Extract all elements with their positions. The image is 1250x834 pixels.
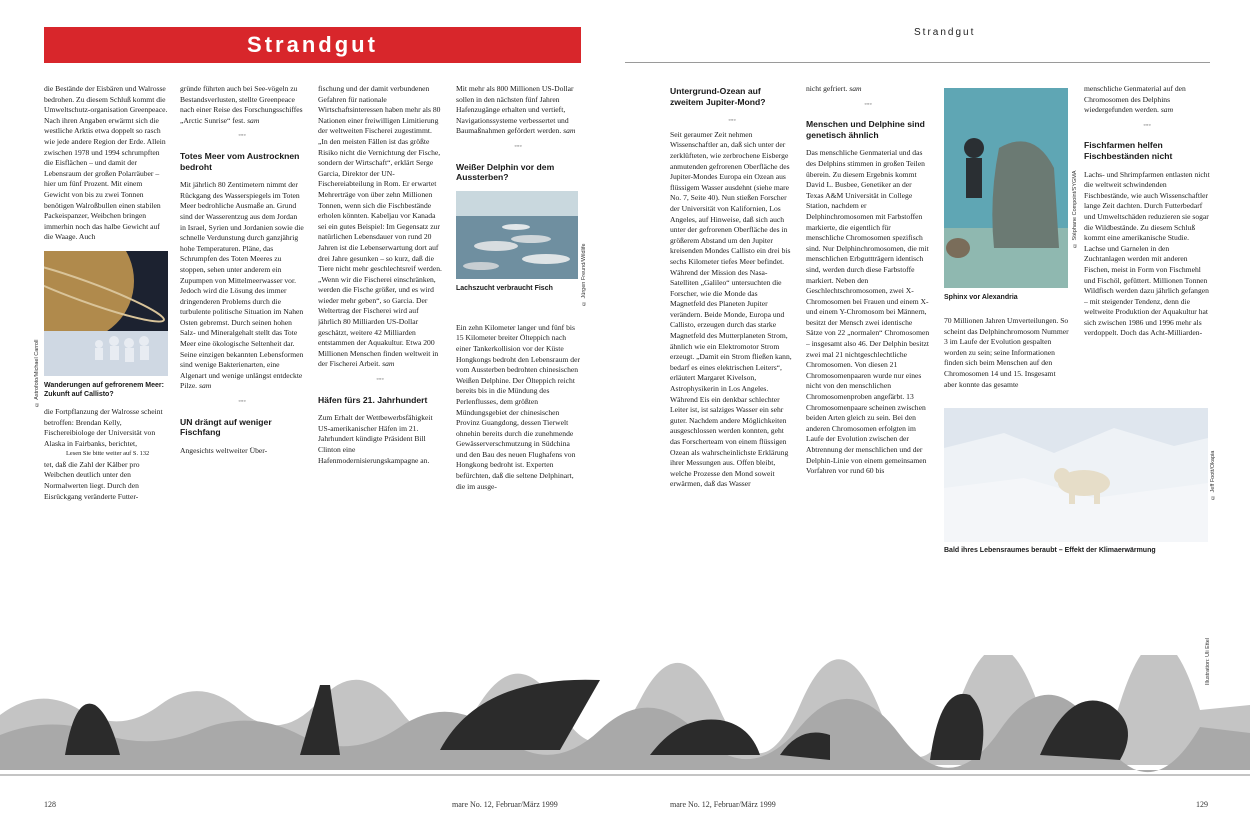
article-text: Mit jährlich 80 Zentimetern nimmt der Rückgang des Wasserspiegels im Toten Meer bedrohliche Ausmaße an. Grund sind der Wasserentzug aus dem Jordan in Israel, Syrien und Jordanien sowie die schnelle Verdunstung durch ganzjährig hohe Temperaturen. Pläne, das Schrumpfen des Toten Meeres zu stoppen, sehen unter anderem ein Zupumpen von Mittelmeerwasser vor. Jedoch wird die Lösung des immer dringenderen Problems durch die turbulente politische Situation im Nahen Osten gebremst. Durch seinen hohen Salz- und Mineralgehalt stellt das Tote Meer eine ökologische Seltenheit dar. Seine einzigen bekannten Lebensformen sind wenige Bakterienarten, eine Algenart und wenige unlängst entdeckte Pilze. sam — [180, 180, 304, 391]
article-text: tet, daß die Zahl der Kälber pro Weibchen deutlich unter den Normalwerten liegt. Durch den Eisrückgang veränderte Futter- — [44, 459, 140, 501]
shore-illustration — [0, 655, 1250, 795]
article-text: nicht gefriert. sam — [806, 84, 862, 93]
page-number-left: 128 — [44, 800, 56, 809]
article-text: Mit mehr als 800 Millionen US-Dollar sollen in den nächsten fünf Jahren Hafenzugänge erhalten und vertieft, Navigationssysteme verbessertet und Baumaßnahmen gefördert werden. sam — [456, 84, 576, 136]
photo-credit: © Jürgen Freund/Wildlife — [581, 243, 587, 306]
issue-footer-right: mare No. 12, Februar/März 1999 — [670, 800, 776, 809]
salmon-farm-photo — [456, 191, 578, 279]
column-2 — [180, 84, 304, 574]
section-ornament: ◦◦◦ — [376, 375, 384, 384]
article-text: Ein zehn Kilometer langer und fünf bis 15 Kilometer breiter Ölteppich nach einer Tankerkollision vor der Küste Hongkongs bedroht den Lebensraum der vom Aussterben bedrohten chinesischen Weißen Delphine. Der Ölteppich reicht bereits bis in die Mündung des Perlenflusses, dem größten Mündungsgebiet der chinesischen Provinz Guangdong, dessen Tierwelt ohnehin bereits durch die zunehmende Gewässerverschmutzung in Südchina und den Bau des neuen Flughafens von Hongkong bedroht ist. Experten befürchten, daß die seltene Delphinart, die im ausge- — [456, 322, 580, 491]
article-text: 70 Millionen Jahren Umverteilungen. So scheint das Delphinchromosom Nummer 3 im Laufe der Evolution gespalten worden zu sein; seine Informationen finden sich beim Menschen auf den Chromosomen 14 und 15. Insgesamt aber konnte das gesamte — [944, 316, 1069, 389]
illustration-credit: Illustration: Uli Ettel — [1205, 637, 1211, 685]
article-text: Lachs- und Shrimpfarmen entlasten nicht die weltweit schwindenden Fischbestände, wie auch Wissenschaftler lange Zeit dachten. Durch Futterbedarf und Umweltschäden reduzieren sie sogar die Wildbestände. Zu diesem Schluß kommt eine amerikanische Studie. Lachse und Garnelen in den Zuchtanlagen werden mit anderen Fischen, meist in Form von Fischmehl und Fischöl, gefüttert. Millionen Tonnen Wildfisch werden dazu jährlich gefangen – mit steigender Tendenz, denn die weltweite Produktion der Aquakultur hat sich zwischen 1986 und 1996 mehr als verdoppelt. Doch das Acht-Milliarden- — [1084, 169, 1210, 338]
article-text: die Fortpflanzung der Walrosse scheint betroffen: Brendan Kelly, Fischereibiologe der Universität von Alaska in Fairbanks, berichtet, — [44, 406, 163, 448]
issue-footer-left: mare No. 12, Februar/März 1999 — [452, 800, 558, 809]
section-banner — [44, 27, 581, 63]
column-3 — [318, 84, 442, 574]
column-7 — [944, 88, 1070, 408]
salmon-photo-image — [456, 191, 578, 279]
article-text: menschliche Genmaterial auf den Chromosomen des Delphins wiedergefunden werden. sam — [1084, 84, 1186, 115]
article-text: fischung und der damit verbundenen Gefahren für nationale Wirtschaftsinteressen haben mehr als 80 Nationen einer freiwilligen Limitierung der weltweiten Fischerei zugestimmt. „In den meisten Fällen ist das größte Risiko nicht die Vernichtung der Fische, sondern der Wirtschaft“, erklärt Serge Garcia, Direktor der UN-Fischereiabteilung in Rom. Er erwartet Mehrerträge von über zehn Millionen Tonnen, wenn sich die Fischbestände erholen könnten. Kabeljau vor Kanada sei ein gutes Beispiel: Im Gegensatz zur natürlichen Lebensdauer von rund 20 Jahren ist die Lebenserwartung dort auf drei Jahre gesunken – so kurz, daß die Tiere nicht mehr geschlechtsreif werden. „Wenn wir die Fischerei einschränken, werden die Fische größer, und es wird wieder mehr geben“, so Garcia. Der Weltertrag der Fischerei wird auf jährlich 80 Milliarden US-Dollar geschätzt, weitere 42 Milliarden entstammen der Aquakultur. Etwa 200 Millionen Menschen finden weltweit in der Fischerei Arbeit. sam — [318, 84, 442, 369]
section-ornament: ◦◦◦ — [1143, 120, 1151, 129]
section-ornament: ◦◦◦ — [728, 116, 736, 125]
photo-credit: © Astrofoto/Michael Carroll — [34, 339, 40, 407]
article-text: Angesichts weltweiter Über- — [180, 445, 268, 455]
photo-caption: Bald ihres Lebensraumes beraubt – Effekt der Klimaerwärmung — [944, 547, 1156, 554]
jupiter-callisto-photo — [44, 251, 168, 376]
photo-credit: © Stéphane Compoint/SYGMA — [1072, 170, 1078, 248]
section-ornament: ◦◦◦ — [514, 141, 522, 150]
column-8 — [1084, 84, 1210, 404]
article-headline: UN drängt auf weniger Fischfang — [180, 416, 272, 438]
polar-bear-image — [944, 408, 1208, 542]
polar-bear-photo — [944, 408, 1208, 542]
section-title: Strandgut — [247, 32, 378, 57]
column-5 — [670, 84, 794, 574]
article-headline: Untergrund-Ozean auf zweitem Jupiter-Mond? — [670, 86, 766, 107]
section-ornament: ◦◦◦ — [238, 397, 246, 406]
column-6 — [806, 84, 930, 574]
article-text: Zum Erhalt der Wettbewerbsfähigkeit US-amerikanischer Häfen im 21. Jahrhundert kündigte Präsident Bill Clinton eine Hafenmodernisierungskampagne an. — [318, 413, 433, 465]
article-text: Seit geraumer Zeit nehmen Wissenschaftler an, daß sich unter der zerklüfteten, wie zerbrochene Eisberge anmutenden gefrorenen Oberfläche des Jupiter-Mondes Europa ein Ozean aus flüssigem Wasser ausdehnt (siehe mare No. 7, Seite 40). Nun stießen Forscher der Universität von Kalifornien, Los Angeles, auf Hinweise, daß sich auch unter der gefrorenen Oberfläche des in größerem Abstand um den Jupiter kreisenden Mondes Callisto ein drei bis sechs Kilometer tiefes Meer befindet. Während der Mission des Nasa-Satelliten „Galileo“ untersuchten die Forscher, wie die Monde das Magnetfeld des Planeten Jupiter verändern. Beide Monde, Europa und Callisto, erzeugen durch das starke Magnetfeld des Mutterplaneten Strom, ähnlich wie ein Elektromotor Strom erzeugt. „Damit ein Strom fließen kann, bedarf es eines elektrischen Leiters“, erläutert Margaret Kivelson, Astrophysikerin in Los Angeles. Während Eis ein denkbar schlechter Leiter ist, ist salziges Wasser ein sehr guter. Nachdem andere Möglichkeiten ausgeschlossen werden konnten, geht das Forscherteam von einem flüssigen Ozean als wahrscheinlichste Erklärung ihrer Messungen aus. Offen bleibt, welche Prozesse den Mond soweit erwärmen, daß das Wasser — [670, 129, 792, 489]
article-text: gründe führten auch bei See-vögeln zu Bestandsverlusten, stellte Greenpeace nach einer Reise des Forschungsschiffes „Arctic Sunrise“ fest. sam — [180, 84, 303, 125]
article-headline: Fischfarmen helfen Fischbeständen nicht — [1084, 140, 1173, 161]
photo-caption: Wanderungen auf gefrorenem Meer: Zukunft auf Callisto? — [44, 381, 164, 398]
photo-caption: Lachszucht verbraucht Fisch — [456, 284, 553, 292]
article-headline: Totes Meer vom Austrocknen bedroht — [180, 150, 300, 172]
column-1 — [44, 84, 168, 574]
column-4 — [456, 84, 580, 574]
article-headline: Häfen fürs 21. Jahrhundert — [318, 394, 428, 405]
photo-caption: Sphinx vor Alexandria — [944, 294, 1018, 301]
sphinx-diver-image — [944, 88, 1068, 288]
section-ornament: ◦◦◦ — [864, 99, 872, 108]
running-header-rule — [625, 62, 1210, 63]
running-header-title: Strandgut — [914, 27, 976, 38]
article-text: die Bestände der Eisbären und Walrosse bedrohen. Zu diesem Schluß kommt die Umweltschutz-organisation Greenpeace. Nach ihren Angaben erwärmt sich die westliche Arktis etwa doppelt so rasch wie jede andere Region der Erde. Allein zwischen 1978 und 1994 schrumpften die Eisflächen – und damit der Lebensraum der großen Polarräuber – hier um fünf Prozent. Mit einem Gewicht von bis zu zwei Tonnen benötigen Walroßbullen einen stabilen Packeispanzer, Weibchen bringen immerhin noch das halbe Gewicht auf die Waage. Auch — [44, 84, 168, 242]
section-ornament: ◦◦◦ — [238, 131, 246, 140]
page-number-right: 129 — [1196, 800, 1208, 809]
article-headline: Menschen und Delphine sind genetisch ähnlich — [806, 119, 925, 140]
sphinx-photo — [944, 88, 1068, 288]
continued-note: Lesen Sie bitte weiter auf S. 132 — [66, 450, 150, 458]
article-headline: Weißer Delphin vor dem Aussterben? — [456, 161, 555, 183]
article-text: Das menschliche Genmaterial und das des Delphins stimmen in großen Teilen überein. Zu diesem Ergebnis kommt David L. Busbee, Genetiker an der Texas A&M Universität in College Station, nachdem er Delphinchromosomen mit Farbstoffen markierte, die eigentlich für menschliche Chromosomen spezifisch sind. Nur Delphinchromosomen, die mit menschlichen Erbguttträgern identisch sind, werden durch diese Farbstoffe markiert. Neben den Geschlechtschromosomen, zwei X-Chromosomen bei Frauen und einem X- und einem Y-Chromosom bei Männern, besitzt der Mensch zwei identische Sätze von 22 „normalen“ Chromosomen – insgesamt also 46. Der Delphin besitzt zwei mal 21 nichtgeschlechtliche Chromosomen. Von diesen 21 Chromosomenpaaren wurde nur eines nicht von den menschlichen Chromosomenproben angefärbt. 13 Chromosomenpaare scheinen zwischen beiden Arten gleich zu sein. Bei den anderen Chromosomen erfolgten im Laufe der Evolution zwischen der Abtrennung der menschlichen und der Delphin-Linie von einem gemeinsamen Vorfahren vor rund 60 bis — [806, 148, 930, 476]
jupiter-illustration-image — [44, 251, 168, 376]
photo-credit: © Jeff Foott/Okapia — [1210, 450, 1216, 500]
